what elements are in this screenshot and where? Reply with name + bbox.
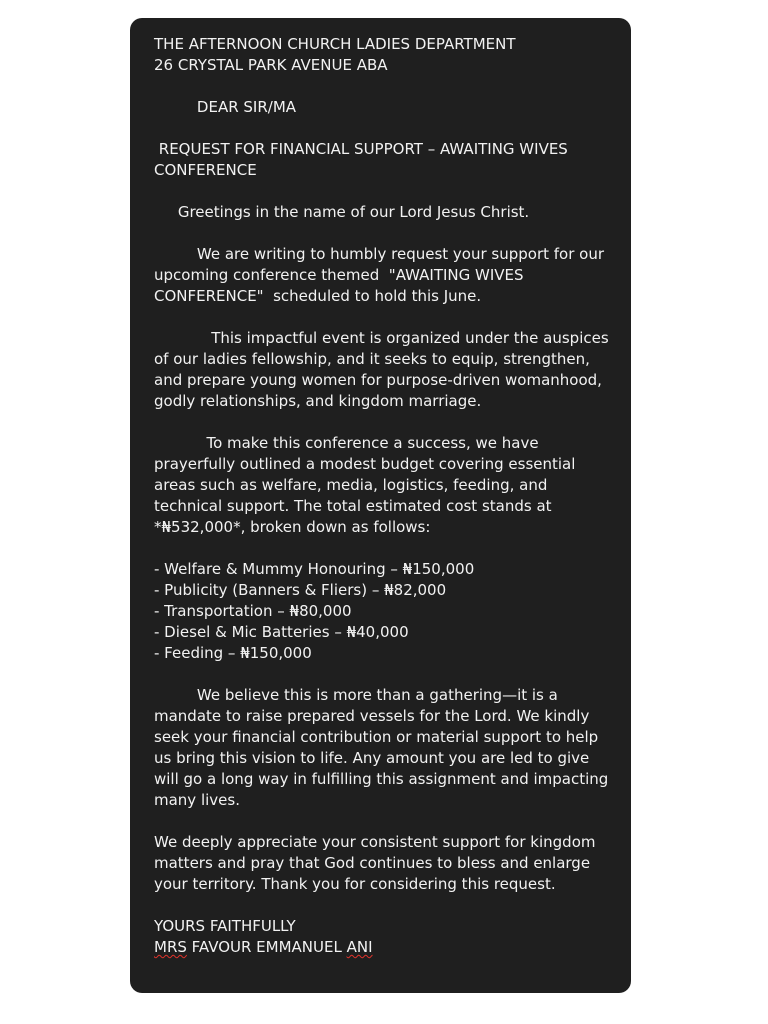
spacer	[154, 811, 613, 832]
budget-item: - Welfare & Mummy Honouring – ₦150,000	[154, 560, 475, 578]
subject-line-1: REQUEST FOR FINANCIAL SUPPORT – AWAITING WIVES	[154, 140, 568, 158]
para5-line: We deeply appreciate your consistent support for kingdom	[154, 833, 596, 851]
para4-line: will go a long way in fulfilling this assignment and impacting	[154, 770, 609, 788]
para5-line: matters and pray that God continues to bless and enlarge	[154, 854, 591, 872]
spacer	[154, 412, 613, 433]
para2-line: of our ladies fellowship, and it seeks to equip, strengthen,	[154, 350, 590, 368]
signature-title: MRS	[154, 938, 187, 956]
org-name: THE AFTERNOON CHURCH LADIES DEPARTMENT	[154, 35, 516, 53]
para5-line: your territory. Thank you for considering this request.	[154, 875, 556, 893]
para3-line: *₦532,000*, broken down as follows:	[154, 518, 431, 536]
para4-line: seek your financial contribution or material support to help	[154, 728, 599, 746]
letter-card	[130, 18, 631, 993]
budget-item: - Publicity (Banners & Fliers) – ₦82,000	[154, 581, 447, 599]
salutation: DEAR SIR/MA	[154, 98, 297, 116]
para4-line: mandate to raise prepared vessels for the Lord. We kindly	[154, 707, 590, 725]
para3-line: To make this conference a success, we have	[154, 434, 539, 452]
spacer	[154, 895, 613, 916]
para3-line: technical support. The total estimated cost stands at	[154, 497, 552, 515]
para1-line: CONFERENCE" scheduled to hold this June.	[154, 287, 482, 305]
para1-line: upcoming conference themed "AWAITING WIVES	[154, 266, 524, 284]
org-address: 26 CRYSTAL PARK AVENUE ABA	[154, 56, 388, 74]
budget-item: - Transportation – ₦80,000	[154, 602, 352, 620]
greeting: Greetings in the name of our Lord Jesus Christ.	[154, 203, 530, 221]
spacer	[154, 118, 613, 139]
para4-line: us bring this vision to life. Any amount you are led to give	[154, 749, 590, 767]
para3-line: prayerfully outlined a modest budget covering essential	[154, 455, 576, 473]
para3-line: areas such as welfare, media, logistics, feeding, and	[154, 476, 548, 494]
para1-line: We are writing to humbly request your support for our	[154, 245, 605, 263]
para2-line: godly relationships, and kingdom marriage.	[154, 392, 482, 410]
signature-surname: ANI	[346, 938, 373, 956]
para2-line: This impactful event is organized under the auspices	[154, 329, 609, 347]
subject-line-2: CONFERENCE	[154, 161, 257, 179]
para4-line: We believe this is more than a gathering—it is a	[154, 686, 558, 704]
spacer	[154, 307, 613, 328]
budget-item: - Feeding – ₦150,000	[154, 644, 312, 662]
spacer	[154, 223, 613, 244]
signature-middle: FAVOUR EMMANUEL	[186, 938, 347, 956]
budget-item: - Diesel & Mic Batteries – ₦40,000	[154, 623, 409, 641]
spacer	[154, 538, 613, 559]
signature-name	[154, 937, 613, 958]
para4-line: many lives.	[154, 791, 240, 809]
para2-line: and prepare young women for purpose-driven womanhood,	[154, 371, 602, 389]
spacer	[154, 181, 613, 202]
spacer	[154, 664, 613, 685]
closing: YOURS FAITHFULLY	[154, 917, 296, 935]
spacer	[154, 76, 613, 97]
